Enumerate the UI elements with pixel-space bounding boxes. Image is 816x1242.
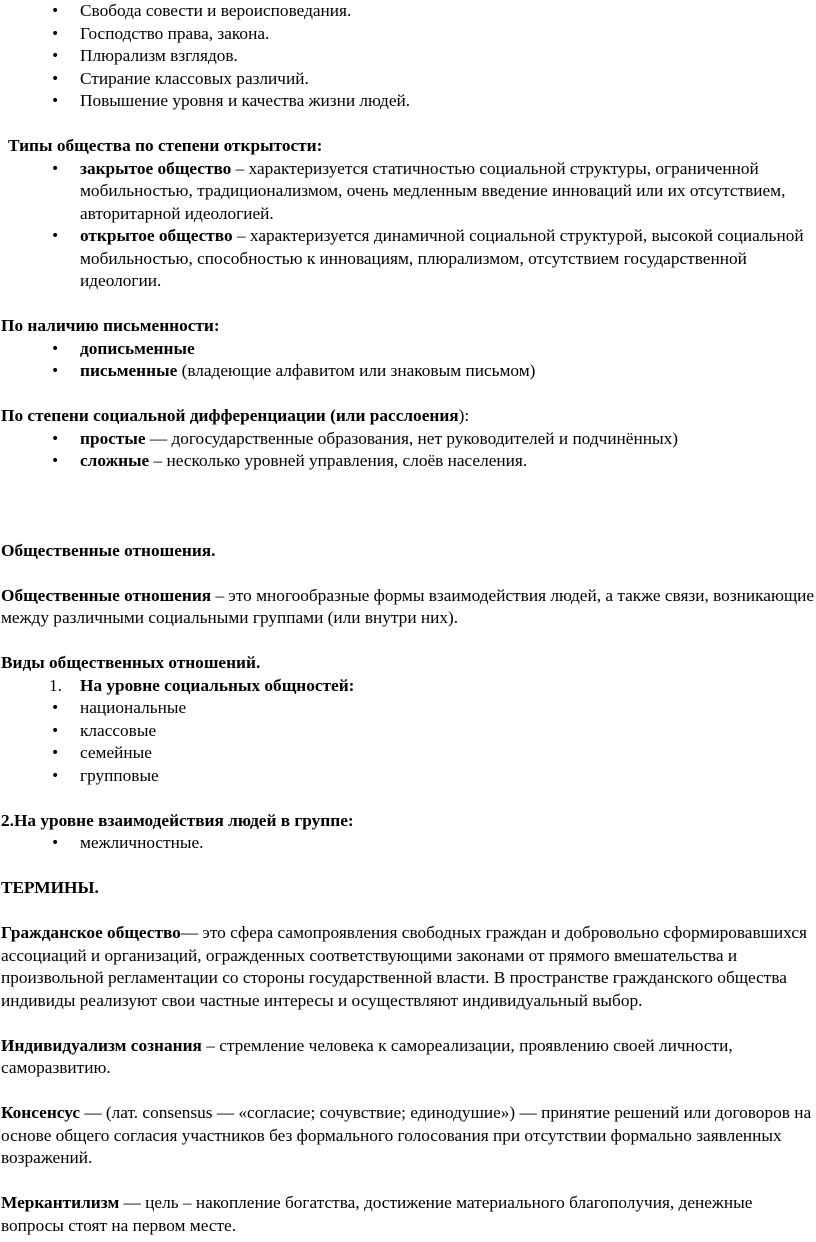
term-entry bbox=[1, 922, 816, 1012]
term-description: – стремление человека к самореализации, проявлению своей личности, саморазвитию. bbox=[1, 1035, 733, 1077]
list-item: • Свобода совести и вероисповедания. bbox=[1, 0, 816, 23]
spacer bbox=[1, 630, 816, 653]
social-community-relations-list bbox=[1, 697, 816, 787]
spacer bbox=[1, 383, 816, 406]
spacer bbox=[1, 113, 816, 136]
openness-list bbox=[1, 158, 816, 293]
relations-types-heading: Виды общественных отношений. bbox=[1, 653, 261, 672]
democracy-features-list bbox=[1, 0, 816, 113]
spacer bbox=[1, 473, 816, 540]
list-item bbox=[1, 360, 816, 383]
term-description: – несколько уровней управления, слоёв населения. bbox=[149, 451, 528, 470]
relations-title: Общественные отношения. bbox=[1, 540, 216, 560]
term-description: (владеющие алфавитом или знаковым письмом) bbox=[177, 361, 536, 380]
term-description: — цель – накопление богатства, достижение материального благополучия, денежные вопросы стоят на первом месте. bbox=[1, 1193, 753, 1235]
differentiation-list bbox=[1, 428, 816, 473]
term: Индивидуализм сознания bbox=[1, 1035, 202, 1055]
term: письменные bbox=[80, 361, 178, 380]
term-entry bbox=[1, 1102, 816, 1170]
list-item: • Стирание классовых различий. bbox=[1, 68, 816, 91]
list-item: • семейные bbox=[1, 742, 816, 765]
term-description: – характеризуется статичностью социальной структуры, ограниченной мобильностью, традиционализмом, очень медленным введение инноваций или их отсутствием, авторитарной идеологией. bbox=[80, 158, 786, 223]
term: закрытое общество bbox=[80, 158, 232, 178]
list-item: • Плюрализм взглядов. bbox=[1, 45, 816, 68]
spacer bbox=[1, 855, 816, 878]
list-item: • групповые bbox=[1, 765, 816, 788]
term-entry bbox=[1, 1192, 816, 1237]
list-item bbox=[1, 450, 816, 473]
writing-heading: По наличию письменности: bbox=[1, 316, 220, 335]
spacer bbox=[1, 1012, 816, 1035]
level2-heading: 2.На уровне взаимодействия людей в группе: bbox=[1, 810, 354, 830]
term: дописьменные bbox=[80, 338, 195, 358]
list-item: • классовые bbox=[1, 720, 816, 743]
spacer bbox=[1, 900, 816, 923]
term: Консенсус bbox=[1, 1103, 80, 1122]
list-item bbox=[1, 338, 816, 361]
term: Гражданское общество bbox=[1, 923, 181, 942]
term: Общественные отношения bbox=[1, 585, 212, 605]
list-number: 1. bbox=[49, 675, 62, 695]
term-description: – характеризуется динамичной социальной структурой, высокой социальной мобильностью, способностью к инновациям, плюрализмом, отсутствием государственной идеологии. bbox=[80, 226, 804, 290]
term: простые bbox=[80, 428, 146, 448]
list-item bbox=[1, 428, 816, 451]
relations-levels-list bbox=[1, 675, 816, 698]
spacer bbox=[1, 1170, 816, 1193]
term-description: — догосударственные образования, нет руководителей и подчинённых) bbox=[145, 428, 678, 448]
list-item: • Повышение уровня и качества жизни людей. bbox=[1, 90, 816, 113]
list-item bbox=[1, 158, 816, 226]
list-item: • национальные bbox=[1, 697, 816, 720]
list-item bbox=[1, 225, 816, 293]
term-description: — (лат. consensus — «согласие; сочувствие; единодушие») — принятие решений или договоров на основе общего согласия участников без формального голосования при отсутствии формально заявленных возражений. bbox=[1, 1103, 812, 1167]
term: открытое общество bbox=[80, 226, 233, 245]
list-item: 1. На уровне социальных общностей: bbox=[1, 675, 816, 698]
openness-heading: Типы общества по степени открытости: bbox=[8, 136, 323, 155]
spacer bbox=[1, 562, 816, 585]
terms-title: ТЕРМИНЫ. bbox=[1, 878, 99, 897]
term-entry bbox=[1, 1035, 816, 1080]
term-description: – это многообразные формы взаимодействия людей, а также связи, возникающие между различными социальными группами (или внутри них). bbox=[1, 585, 815, 627]
writing-list bbox=[1, 338, 816, 383]
group-relations-list bbox=[1, 832, 816, 855]
term: сложные bbox=[80, 451, 150, 470]
term: Меркантилизм bbox=[1, 1193, 120, 1212]
list-item: • межличностные. bbox=[1, 832, 816, 855]
differentiation-heading: По степени социальной дифференциации (или расслоения): bbox=[1, 406, 470, 425]
spacer bbox=[1, 1080, 816, 1103]
term-description: — это сфера самопроявления свободных граждан и добровольно сформировавшихся ассоциаций и организаций, огражденных соответствующими законами от прямого вмешательства и произвольной регламентации со стороны государственной власти. В пространстве гражданского общества индивиды реализуют свои частные интересы и осуществляют индивидуальный выбор. bbox=[1, 923, 807, 1010]
spacer bbox=[1, 787, 816, 810]
list-item: • Господство права, закона. bbox=[1, 23, 816, 46]
spacer bbox=[1, 293, 816, 316]
relations-definition bbox=[1, 585, 816, 630]
